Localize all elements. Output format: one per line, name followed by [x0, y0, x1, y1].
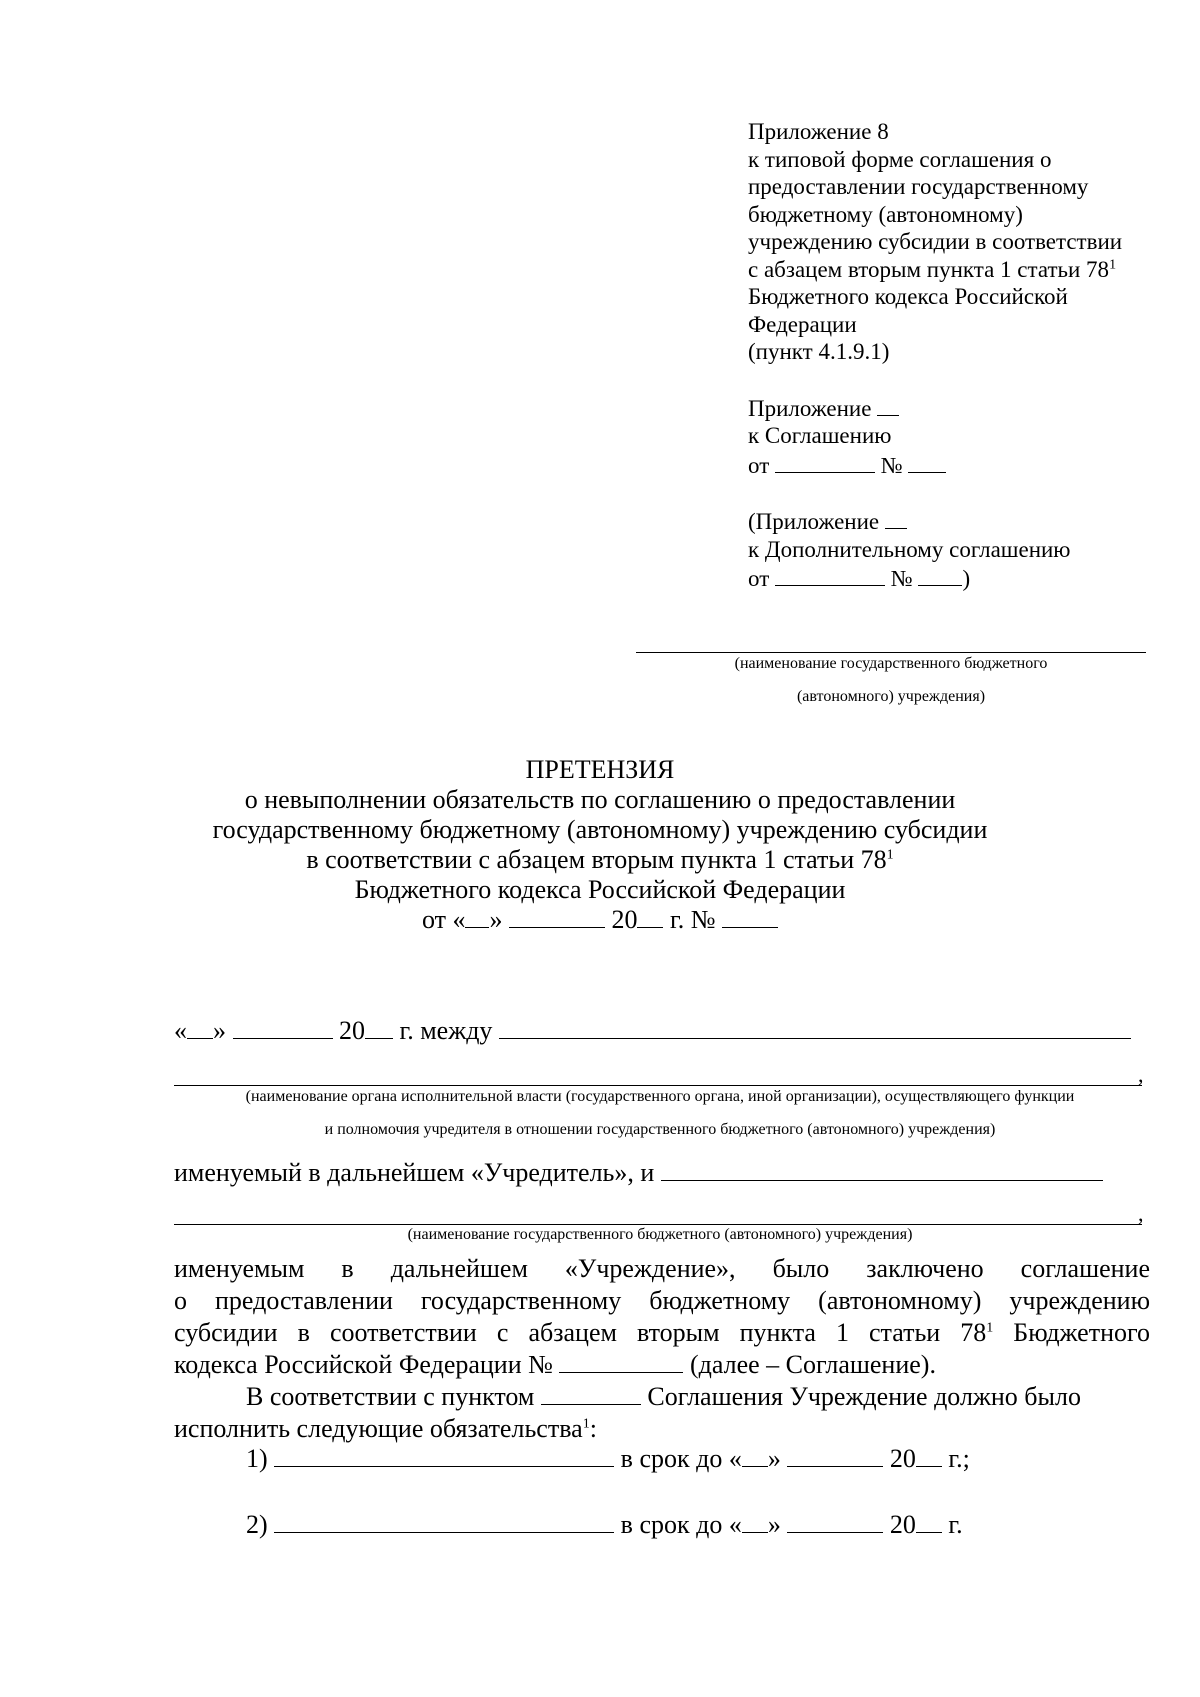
appendix-line: учреждению субсидии в соответствии	[748, 229, 1123, 254]
deadline-label: в срок до «	[620, 1444, 742, 1473]
agreement-number-blank[interactable]	[908, 450, 946, 473]
title-line-text: в соответствии с абзацем вторым пункта 1 статьи 78	[306, 845, 887, 874]
institution-caption-line1: (наименование государственного бюджетного	[734, 655, 1048, 672]
clause-number-blank[interactable]	[541, 1382, 641, 1405]
title-line: Бюджетного кодекса Российской Федерации	[354, 875, 846, 904]
founder-name-line[interactable]	[174, 1085, 1142, 1086]
agreement-appendix-ref: к Соглашению	[748, 423, 892, 448]
number-sign: №	[890, 566, 913, 591]
institution-caption: (наименование государственного бюджетного (автономного) учреждения)	[407, 1226, 913, 1243]
date-close: »	[489, 905, 503, 934]
title-heading: ПРЕТЕНЗИЯ	[525, 755, 675, 784]
appendix-number-blank[interactable]	[877, 393, 899, 416]
agreement-appendix-label-text: Приложение	[748, 395, 872, 421]
paragraph-text: исполнить следующие обязательства	[174, 1414, 583, 1443]
appendix-line: (пункт 4.1.9.1)	[748, 339, 890, 364]
appendix-line	[748, 256, 1168, 284]
founder-caption-line2: и полномочия учредителя в отношении государственного бюджетного (автономного) учреждения)	[324, 1121, 996, 1138]
deadline-label: в срок до «	[620, 1510, 742, 1539]
additional-date-blank[interactable]	[775, 563, 885, 586]
additional-appendix-label-text: (Приложение	[748, 509, 880, 534]
comma: ,	[1138, 1201, 1144, 1226]
founder-name-blank[interactable]	[499, 1016, 1131, 1039]
paragraph-agreement	[174, 1253, 1150, 1381]
date-close: »	[213, 1016, 226, 1045]
paragraph-text: Бюджетного	[993, 1318, 1151, 1347]
title-line: государственному бюджетному (автономному) учреждению субсидии	[212, 815, 988, 844]
agreement-date-blank[interactable]	[775, 450, 875, 473]
additional-appendix-number-blank[interactable]	[885, 506, 907, 529]
founder-row	[174, 1016, 1131, 1046]
institution-name-line[interactable]	[636, 652, 1146, 653]
month-blank[interactable]	[509, 905, 605, 928]
title-line: о невыполнении обязательств по соглашению о предоставлении	[244, 785, 956, 814]
appendix-line: к типовой форме соглашения о	[748, 146, 1052, 172]
agreement-appendix-label	[748, 393, 1168, 423]
title-line	[150, 845, 1050, 875]
paragraph-line	[174, 1413, 1150, 1445]
year-blank[interactable]	[365, 1016, 393, 1039]
paragraph-obligations	[174, 1381, 1150, 1445]
obligation-item-1	[246, 1444, 970, 1474]
date-open: от «	[421, 905, 466, 934]
obligation-item-2	[246, 1510, 963, 1540]
appendix-line: Федерации	[748, 311, 857, 337]
claim-title	[150, 755, 1050, 935]
additional-number-blank[interactable]	[918, 563, 962, 586]
superscript: 1	[986, 1320, 994, 1336]
year-blank[interactable]	[916, 1510, 942, 1533]
year-prefix: 20	[611, 905, 638, 934]
comma: ,	[1138, 1062, 1144, 1087]
item-number: 2)	[246, 1510, 268, 1539]
obligation-blank[interactable]	[274, 1444, 614, 1467]
from-label: от	[748, 566, 770, 591]
paragraph-text: Соглашения Учреждение должно было	[647, 1382, 1081, 1411]
from-label: от	[748, 452, 770, 478]
title-date-line	[150, 905, 1050, 935]
between-label: г. между	[399, 1016, 493, 1045]
year-blank[interactable]	[637, 905, 663, 928]
paragraph-line	[174, 1349, 1150, 1381]
paragraph-text: В соответствии с пунктом	[246, 1382, 535, 1411]
day-blank[interactable]	[465, 905, 489, 928]
colon: :	[589, 1414, 597, 1443]
paragraph-text: (далее – Соглашение).	[689, 1350, 936, 1379]
date-close: »	[767, 1510, 781, 1539]
year-prefix: 20	[889, 1444, 916, 1473]
claim-number-blank[interactable]	[722, 905, 778, 928]
year-suffix: г. №	[669, 905, 716, 934]
agreement-number-blank[interactable]	[559, 1350, 683, 1373]
spacer	[748, 479, 1168, 506]
spacer	[748, 366, 1168, 393]
superscript: 1	[886, 847, 894, 863]
appendix-header	[748, 118, 1168, 593]
paragraph-line: именуемым в дальнейшем «Учреждение», было заключено соглашение	[174, 1254, 1150, 1283]
date-close: »	[767, 1444, 781, 1473]
year-prefix: 20	[339, 1016, 365, 1045]
additional-appendix-label	[748, 506, 1168, 536]
appendix-line-text: с абзацем вторым пункта 1 статьи 78	[748, 256, 1110, 282]
institution-name-line[interactable]	[174, 1224, 1142, 1225]
closing-paren: )	[962, 566, 971, 591]
day-blank[interactable]	[742, 1444, 768, 1467]
year-prefix: 20	[889, 1510, 916, 1539]
month-blank[interactable]	[233, 1016, 333, 1039]
paragraph-line	[174, 1381, 1150, 1413]
obligation-blank[interactable]	[274, 1510, 614, 1533]
day-blank[interactable]	[187, 1016, 213, 1039]
institution-name-blank[interactable]	[661, 1158, 1103, 1181]
additional-appendix-ref: к Дополнительному соглашению	[748, 536, 1071, 562]
institution-caption-line2: (автономного) учреждения)	[796, 688, 986, 705]
paragraph-text: кодекса Российской Федерации №	[174, 1350, 553, 1379]
day-blank[interactable]	[742, 1510, 768, 1533]
date-open: «	[174, 1016, 187, 1045]
paragraph-text: субсидии в соответствии с абзацем вторым пункта 1 статьи 78	[174, 1318, 987, 1347]
number-sign: №	[880, 452, 903, 478]
agreement-appendix-date	[748, 450, 1168, 480]
paragraph-line	[174, 1317, 1150, 1349]
paragraph-line: о предоставлении государственному бюджетному (автономному) учреждению	[174, 1286, 1150, 1315]
appendix-line: бюджетному (автономному)	[748, 201, 1023, 227]
superscript: 1	[1109, 256, 1117, 272]
founder-named-label: именуемый в дальнейшем «Учредитель», и	[174, 1158, 655, 1187]
additional-appendix-date	[748, 563, 1168, 593]
year-suffix: г.	[948, 1510, 963, 1539]
month-blank[interactable]	[787, 1444, 883, 1467]
appendix-line: Приложение 8	[748, 119, 889, 144]
founder-caption-line1: (наименование органа исполнительной власти (государственного органа, иной организации), осуществляющего функции	[245, 1088, 1075, 1105]
year-suffix: г.;	[948, 1444, 970, 1473]
founder-named-row	[174, 1158, 1103, 1188]
item-number: 1)	[246, 1444, 268, 1473]
year-blank[interactable]	[916, 1444, 942, 1467]
appendix-line: Бюджетного кодекса Российской	[748, 284, 1068, 309]
appendix-line: предоставлении государственному	[748, 174, 1089, 199]
month-blank[interactable]	[787, 1510, 883, 1533]
superscript: 1	[582, 1416, 590, 1432]
